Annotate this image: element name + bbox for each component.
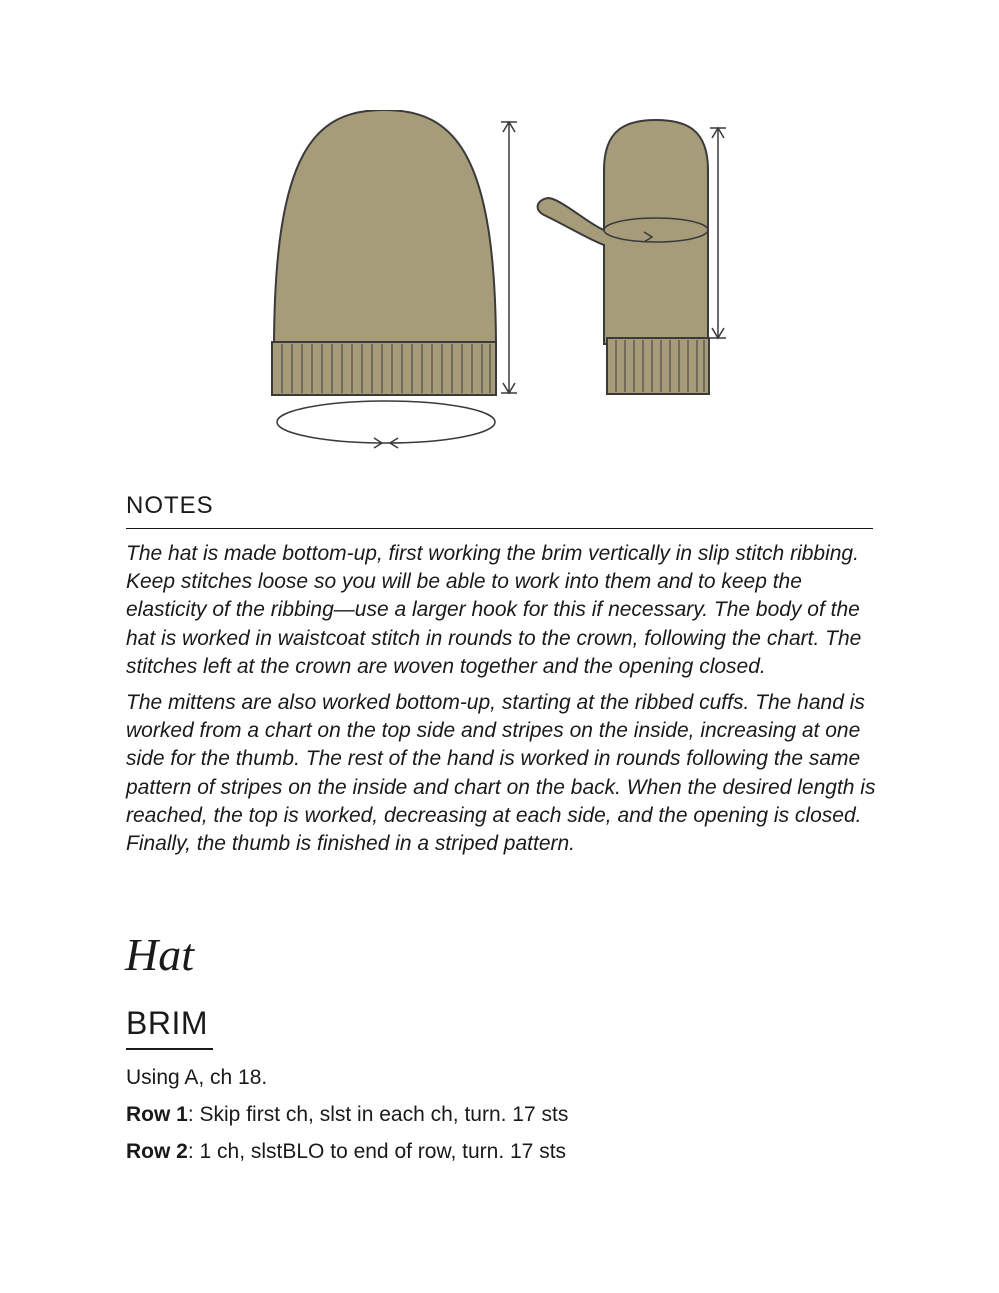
row-text: : Skip first ch, slst in each ch, turn. 17 sts <box>187 1103 569 1126</box>
notes-paragraph-hat: The hat is made bottom-up, first working the brim vertically in slip stitch ribbing. Keep stitches loose so you will be able to work into them and to keep the elasticity of the ribbing—use a larger hook for this if necessary. The body of the hat is worked in waistcoat stitch in rounds to the crown, following the chart. The stitches left at the crown are woven together and the opening closed. <box>126 542 862 678</box>
mitten-cuff-ribbing <box>607 338 709 394</box>
mitten-illustration <box>538 120 726 394</box>
notes-heading: NOTES <box>126 492 214 519</box>
notes-paragraph-mittens: The mittens are also worked bottom-up, starting at the ribbed cuffs. The hand is worked from a chart on the top side and stripes on the inside, increasing at one side for the thumb. The rest of the hand is worked in rounds following the same pattern of stripes on the inside and chart on the back. When the desired length is reached, the top is worked, decreasing at each side, and the opening is closed. Finally, the thumb is finished in a striped pattern. <box>126 691 876 856</box>
hat-circumference-arrow <box>277 401 495 448</box>
hat-illustration <box>272 110 517 448</box>
section-title: Hat <box>125 929 194 980</box>
hat-mitten-schematic <box>260 110 740 460</box>
notes-divider <box>126 528 873 529</box>
instruction-intro: Using A, ch 18. <box>126 1066 268 1089</box>
row-text: : 1 ch, slstBLO to end of row, turn. 17 sts <box>187 1140 567 1163</box>
mitten-length-arrow <box>710 128 726 338</box>
instructions <box>126 1064 886 1175</box>
hat-body <box>274 110 496 350</box>
row-label: Row 1 <box>126 1103 188 1126</box>
instruction-row <box>126 1138 886 1165</box>
mitten-body <box>538 120 708 344</box>
instruction-row <box>126 1101 886 1128</box>
row-label: Row 2 <box>126 1140 188 1163</box>
notes-body <box>126 540 878 866</box>
subsection-title: BRIM <box>126 1005 208 1041</box>
hat-height-arrow <box>501 122 517 393</box>
subsection-divider <box>126 1048 213 1050</box>
